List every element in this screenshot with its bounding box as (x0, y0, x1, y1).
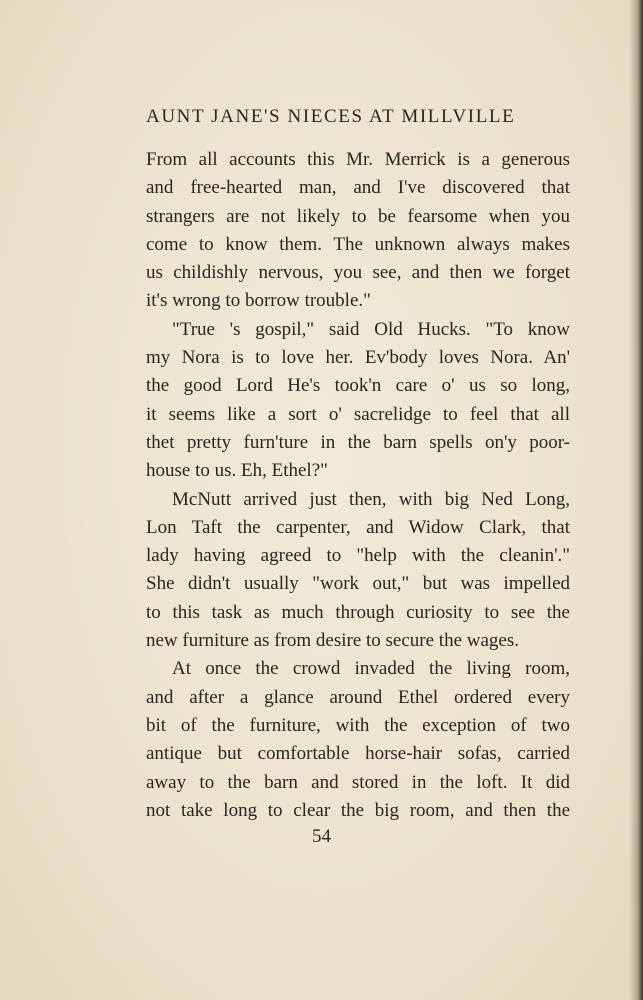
text-line: "True 's gospil," said Old Hucks. "To know (172, 318, 570, 340)
text-line: thet pretty furn'ture in the barn spells on'y poor- (146, 431, 570, 453)
text-line: away to the barn and stored in the loft. It did (146, 771, 570, 793)
text-line: it's wrong to borrow trouble." (146, 290, 371, 312)
text-line: come to know them. The unknown always makes (146, 233, 570, 255)
text-line: not take long to clear the big room, and then the (146, 799, 570, 821)
text-line: it seems like a sort o' sacrelidge to feel that all (146, 403, 570, 425)
text-line: new furniture as from desire to secure the wages. (146, 630, 519, 652)
text-line: She didn't usually "work out," but was impelled (146, 573, 570, 595)
text-line: antique but comfortable horse-hair sofas, carried (146, 743, 570, 765)
text-line: lady having agreed to "help with the cleanin'." (146, 545, 570, 567)
text-line: my Nora is to love her. Ev'body loves Nora. An' (146, 347, 570, 369)
running-head: AUNT JANE'S NIECES AT MILLVILLE (146, 106, 516, 127)
text-line: to this task as much through curiosity to see the (146, 601, 570, 623)
text-line: At once the crowd invaded the living room, (172, 658, 570, 680)
text-line: Lon Taft the carpenter, and Widow Clark, that (146, 516, 570, 538)
page-edge-shadow (629, 0, 643, 1000)
text-line: us childishly nervous, you see, and then we forget (146, 262, 570, 284)
text-line: McNutt arrived just then, with big Ned Long, (172, 488, 570, 510)
text-line: strangers are not likely to be fearsome when you (146, 205, 570, 227)
text-line: the good Lord He's took'n care o' us so long, (146, 375, 570, 397)
text-line: From all accounts this Mr. Merrick is a generous (146, 149, 570, 170)
text-line: and after a glance around Ethel ordered every (146, 686, 570, 708)
text-line: and free-hearted man, and I've discovered that (146, 177, 570, 199)
page-number: 54 (312, 826, 331, 847)
text-line: house to us. Eh, Ethel?" (146, 460, 328, 482)
text-line: bit of the furniture, with the exception of two (146, 714, 570, 736)
body-text (146, 146, 570, 825)
